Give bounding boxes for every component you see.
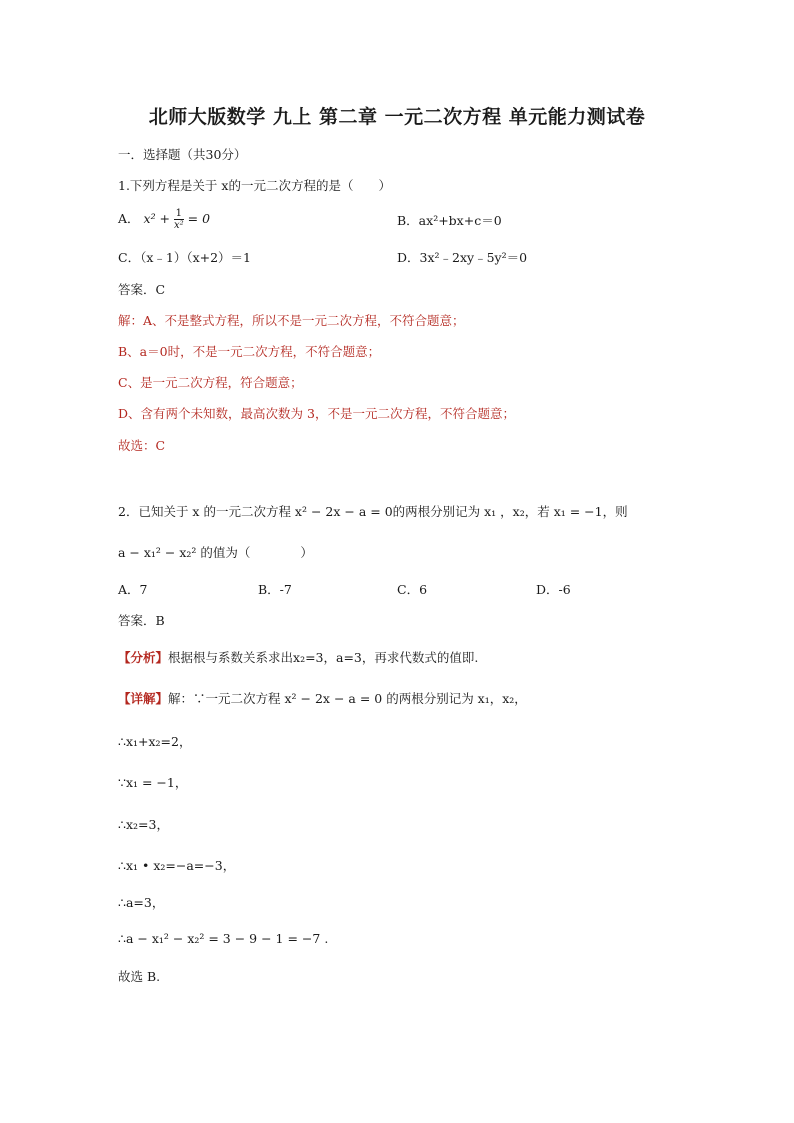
- q1-option-a-expr-right: = 0: [187, 211, 211, 226]
- q2-option-c: C．6: [397, 582, 428, 597]
- q1-solution-line-4: D、含有两个未知数，最高次数为 3，不是一元二次方程，不符合题意；: [118, 406, 515, 421]
- q1-option-a-fraction: [174, 208, 184, 231]
- q1-stem: 1.下列方程是关于 x的一元二次方程的是（ ）: [118, 178, 391, 193]
- q2-stem-line-1: 2．已知关于 x 的一元二次方程 x² − 2x − a = 0的两根分别记为 x₁ ，x₂，若 x₁ = −1，则: [118, 504, 628, 519]
- q2-step-4: ∴x₁ • x₂=−a=−3，: [118, 858, 236, 873]
- section-heading: 一．选择题（共30分）: [118, 147, 247, 162]
- q2-step-5: ∴a=3，: [118, 895, 165, 910]
- document-title: 北师大版数学 九上 第二章 一元二次方程 单元能力测试卷: [148, 106, 646, 128]
- q2-option-d: D．-6: [536, 582, 571, 597]
- q1-option-a: [118, 208, 210, 231]
- q1-option-a-numerator: 1: [175, 208, 183, 219]
- q1-option-a-expr-left: x² +: [143, 211, 174, 226]
- q1-solution-line-1: 解：A、不是整式方程，所以不是一元二次方程，不符合题意；: [118, 313, 465, 328]
- q2-detail-text: 解：∵一元二次方程 x² − 2x − a = 0 的两根分别记为 x₁，x₂，: [168, 691, 527, 706]
- q2-stem-line-2: a − x₁² − x₂² 的值为（ ）: [118, 545, 313, 560]
- q2-option-a: A．7: [118, 582, 148, 597]
- q1-answer: 答案．C: [118, 282, 166, 297]
- q2-step-1: ∴x₁+x₂=2，: [118, 734, 192, 749]
- q2-step-3: ∴x₂=3，: [118, 817, 169, 832]
- q2-answer: 答案．B: [118, 613, 165, 628]
- q2-step-6: ∴a − x₁² − x₂² = 3 − 9 − 1 = −7 .: [118, 931, 329, 946]
- q1-option-b: B．ax²+bx+c＝0: [397, 213, 502, 228]
- q2-detail-tag: 【详解】: [118, 691, 169, 706]
- q1-solution-line-3: C、是一元二次方程，符合题意；: [118, 375, 303, 390]
- q1-solution-line-2: B、a＝0时，不是一元二次方程，不符合题意；: [118, 344, 381, 359]
- q1-option-a-denominator: x²: [174, 220, 184, 231]
- q2-step-2: ∵x₁ = −1，: [118, 775, 188, 790]
- q1-conclusion: 故选：C: [118, 438, 166, 453]
- q2-analysis-tag: 【分析】: [118, 650, 169, 665]
- q1-option-d: D．3x²﹣2xy﹣5y²＝0: [397, 250, 528, 265]
- q2-option-b: B．-7: [258, 582, 292, 597]
- q2-detail: [118, 690, 527, 708]
- q1-option-c: C．（x﹣1）（x+2）＝1: [118, 250, 251, 265]
- q2-analysis-text: 根据根与系数关系求出x₂=3，a=3，再求代数式的值即.: [168, 650, 479, 665]
- q2-conclusion: 故选 B.: [118, 969, 161, 984]
- q1-option-a-label: A．: [118, 211, 140, 226]
- q2-analysis: [118, 649, 478, 667]
